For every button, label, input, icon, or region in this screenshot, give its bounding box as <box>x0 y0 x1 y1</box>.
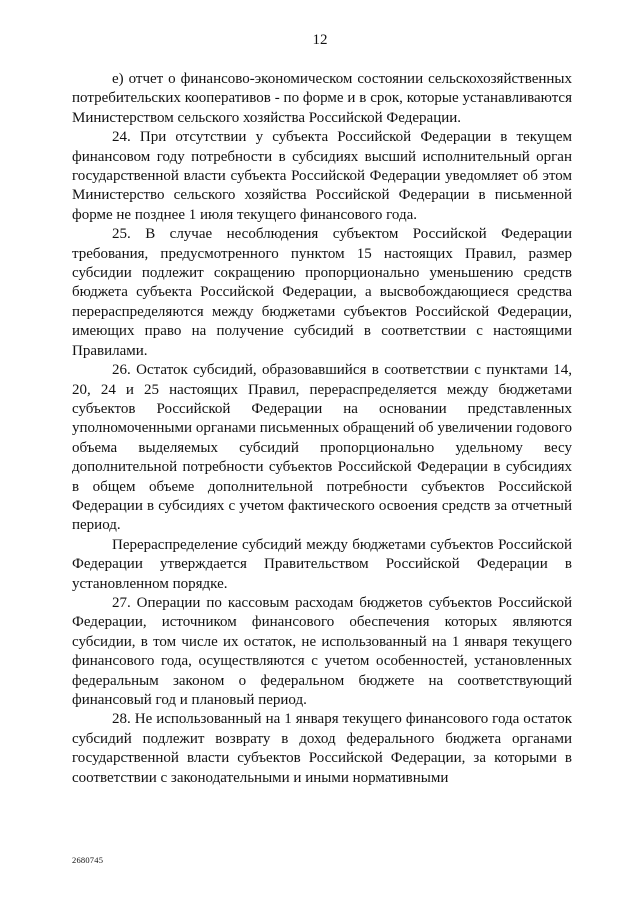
page-number: 12 <box>312 32 328 48</box>
document-id: 2680745 <box>72 855 104 865</box>
paragraph-26: 26. Остаток субсидий, образовавшийся в соответствии с пунктами 14, 20, 24 и 25 настоящих Правил, перераспределяется между бюджетами субъектов Российской Федерации на основании представленных уполномоченными органами письменных обращений об увеличении годового объема выделяемых субсидий пропорционально удельному весу дополнительной потребности субъектов Российской Федерации в субсидиях в общем объеме дополнительной потребности субъектов Российской Федерации в субсидиях с учетом фактического освоения средств за отчетный период. <box>72 362 572 534</box>
paragraph-27: 27. Операции по кассовым расходам бюджетов субъектов Российской Федерации, источником финансового обеспечения которых являются субсидии, в том числе их остаток, не использованный на 1 января текущего финансового года, осуществляются с учетом особенностей, установленных федеральным законом о федеральном бюджете на соответствующий финансовый год и плановый период. <box>72 594 572 708</box>
paragraph-25: 25. В случае несоблюдения субъектом Российской Федерации требования, предусмотренного пунктом 15 настоящих Правил, размер субсидии подлежит сокращению пропорционально уменьшению средств бюджета субъекта Российской Федерации, а высвобождающиеся средства перераспределяются между бюджетами субъектов Российской Федерации, имеющих право на получение субсидий в соответствии с настоящими Правилами. <box>72 226 572 359</box>
document-body <box>72 70 572 788</box>
paragraph-26-redistribution: Перераспределение субсидий между бюджетами субъектов Российской Федерации утверждается Правительством Российской Федерации в установленном порядке. <box>72 536 572 592</box>
paragraph-24: 24. При отсутствии у субъекта Российской Федерации в текущем финансовом году потребности в субсидиях высший исполнительный орган государственной власти субъекта Российской Федерации уведомляет об этом Министерство сельского хозяйства Российской Федерации в письменной форме не позднее 1 июля текущего финансового года. <box>72 129 572 223</box>
paragraph-28: 28. Не использованный на 1 января текущего финансового года остаток субсидий подлежит возврату в доход федерального бюджета органами государственной власти субъектов Российской Федерации, за которыми в соответствии с законодательными и иными нормативными <box>72 711 572 786</box>
paragraph-item-e: е) отчет о финансово-экономическом состоянии сельскохозяйственных потребительских кооперативов - по форме и в срок, которые устанавливаются Министерством сельского хозяйства Российской Федерации. <box>72 71 572 126</box>
